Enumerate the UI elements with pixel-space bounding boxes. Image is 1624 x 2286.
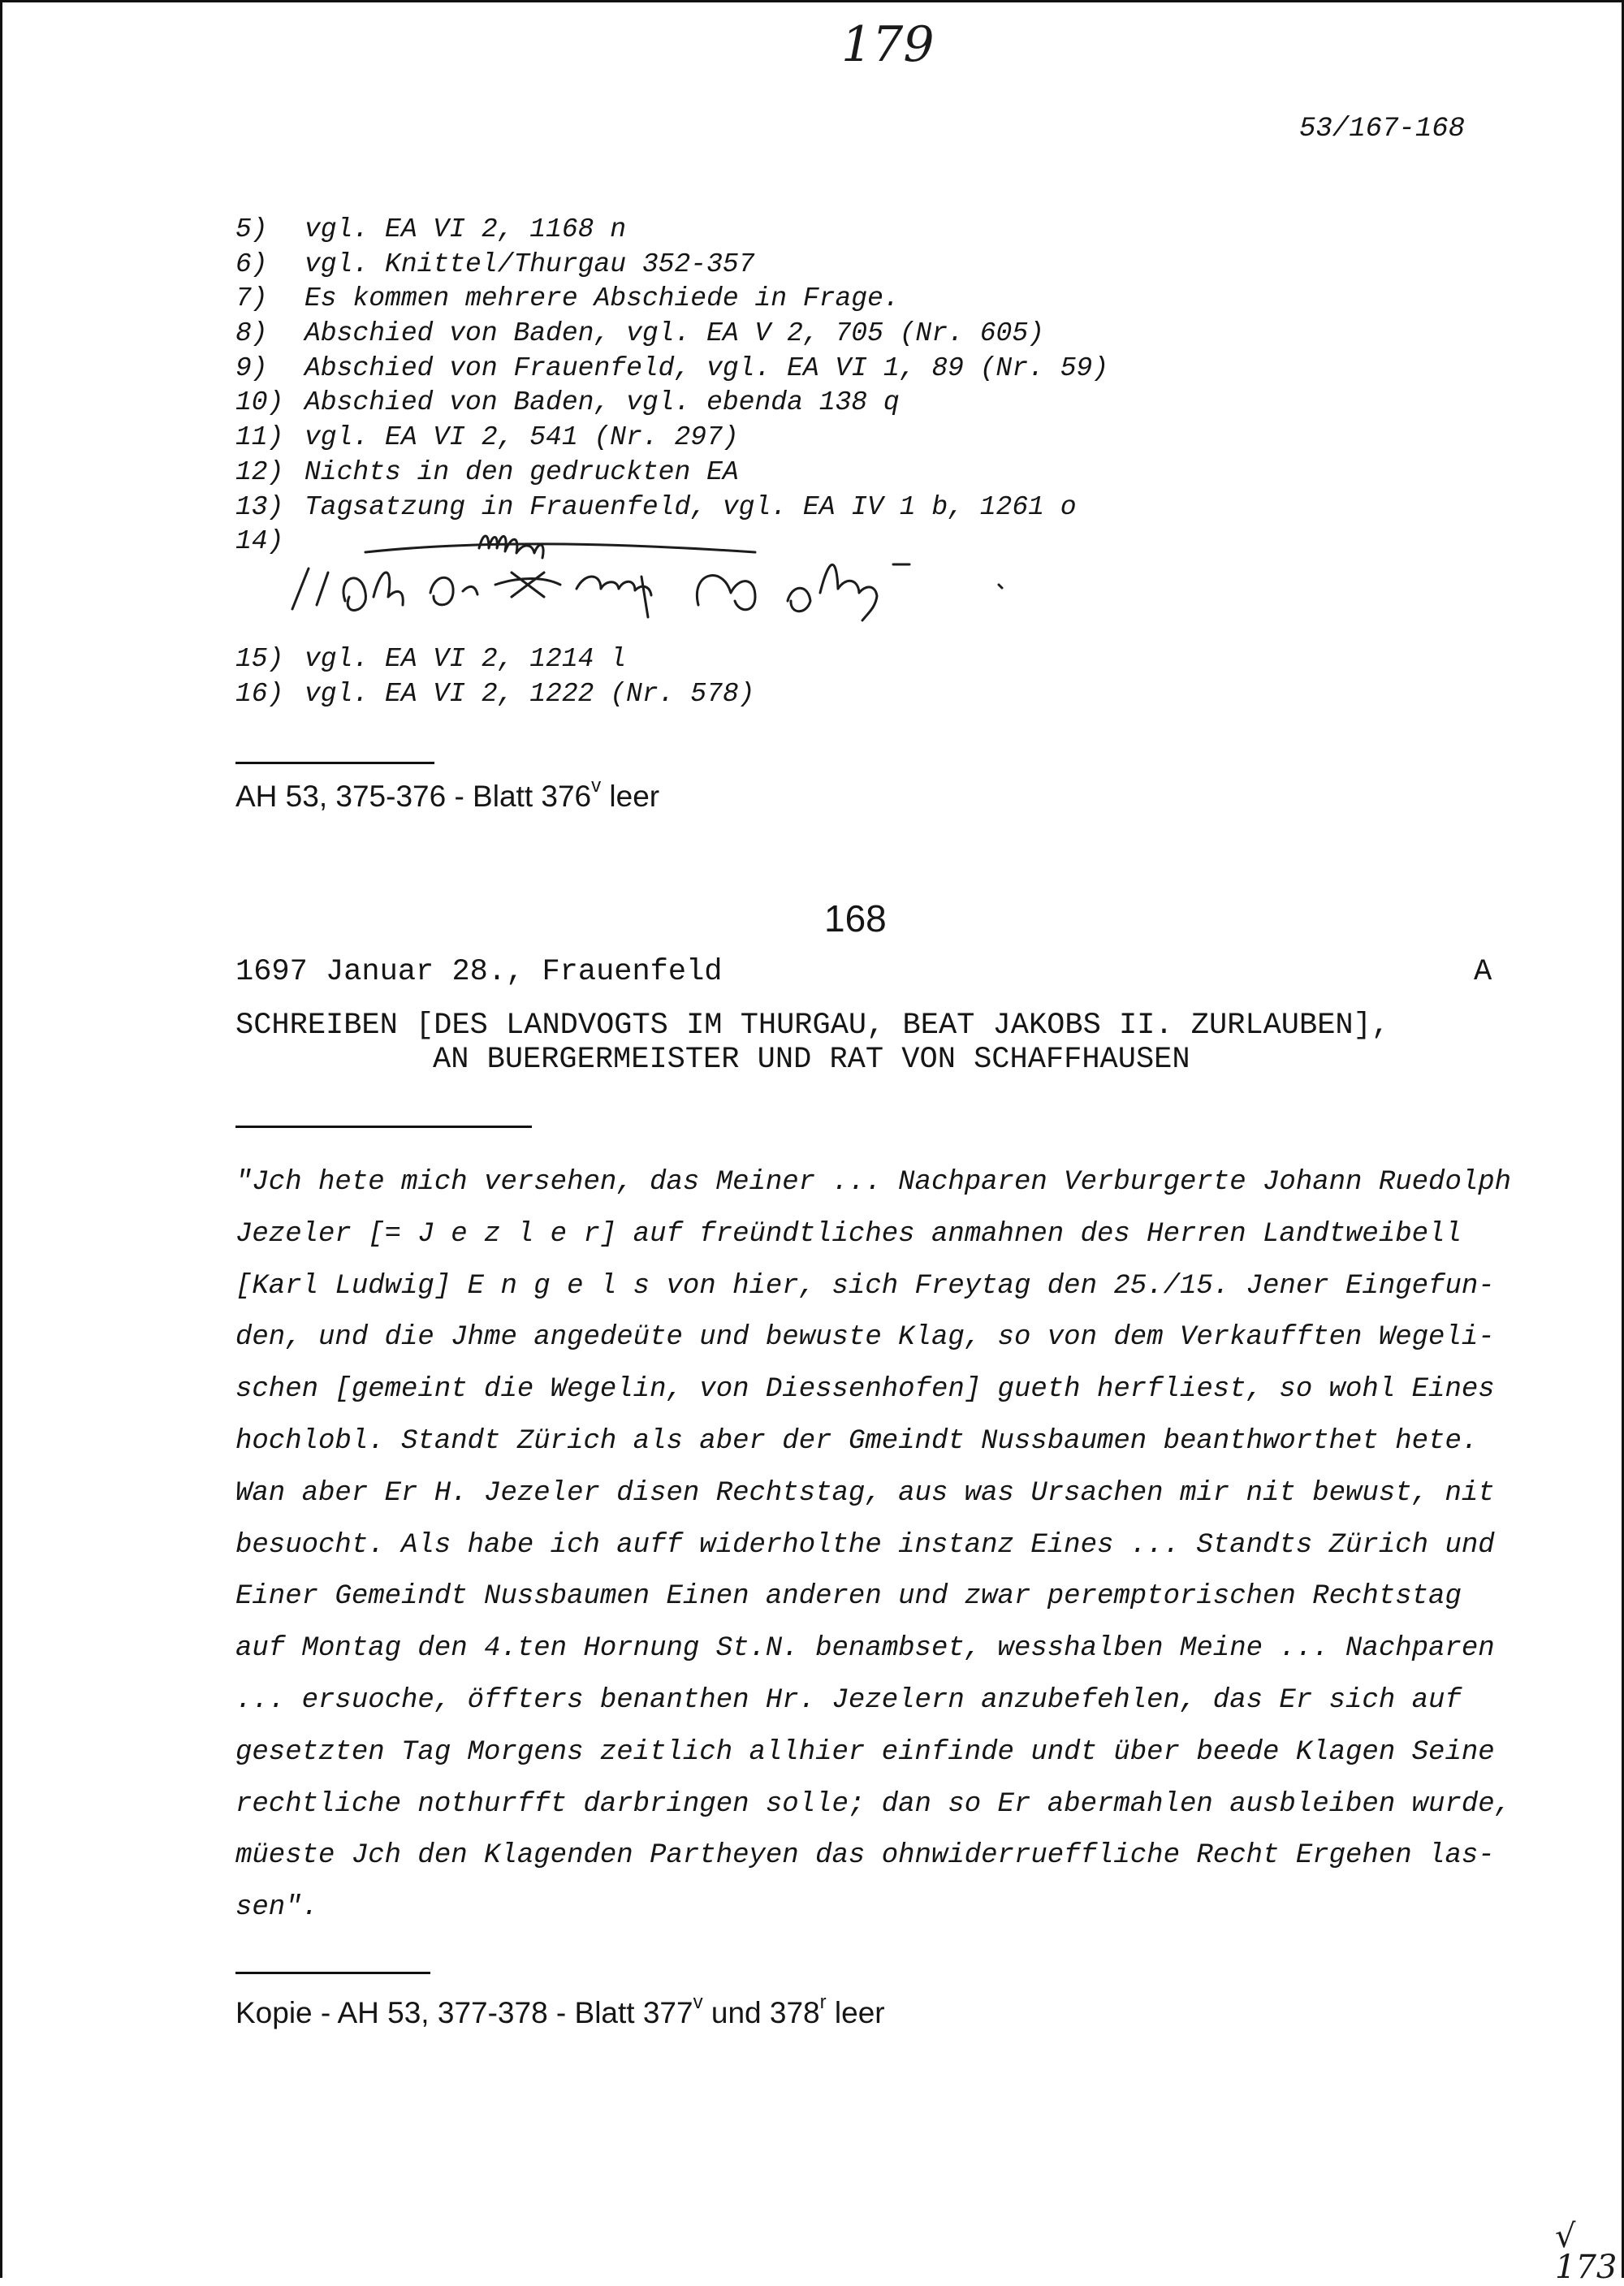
quote-line: gesetzten Tag Morgens zeitlich allhier einfinde undt über beede Klagen Seine xyxy=(235,1736,1495,1768)
divider-rule xyxy=(235,1126,532,1128)
quote-line: hochlobl. Standt Zürich als aber der Gmeindt Nussbaumen beanthworthet hete. xyxy=(235,1425,1479,1457)
quote-line: "Jch hete mich versehen, das Meiner ... Nachparen Verburgerte Johann Ruedolph xyxy=(235,1167,1512,1198)
document-title-line-2: AN BUERGERMEISTER UND RAT VON SCHAFFHAUSEN xyxy=(433,1043,1190,1077)
quoted-letter-text xyxy=(235,1157,1512,1934)
page-border-top xyxy=(0,0,1624,2)
footnote-item: 13) Tagsatzung in Frauenfeld, vgl. EA IV 1 b, 1261 o xyxy=(235,491,1077,522)
footnote-item: 7) Es kommen mehrere Abschiede in Frage. xyxy=(235,283,900,314)
quote-line: auf Montag den 4.ten Hornung St.N. benambset, wesshalben Meine ... Nachparen xyxy=(235,1633,1495,1665)
document-type-letter: A xyxy=(1474,955,1492,989)
footnote-item: 11) vgl. EA VI 2, 541 (Nr. 297) xyxy=(235,422,739,453)
footnote-item: 6) vgl. Knittel/Thurgau 352-357 xyxy=(235,248,755,279)
quote-line: den, und die Jhme angedeüte und bewuste Klag, so von dem Verkaufften Wegeli- xyxy=(235,1322,1495,1354)
footnotes-list xyxy=(235,213,1108,560)
document-dateline: 1697 Januar 28., Frauenfeld xyxy=(235,955,723,989)
handwritten-annotation-scribble xyxy=(268,528,1080,642)
quote-line: Einer Gemeindt Nussbaumen Einen anderen und zwar peremptorischen Rechtstag xyxy=(235,1581,1462,1613)
footnote-item: 16) vgl. EA VI 2, 1222 (Nr. 578) xyxy=(235,678,755,709)
footnote-item: 8) Abschied von Baden, vgl. EA V 2, 705 (Nr. 605) xyxy=(235,318,1044,349)
divider-rule xyxy=(235,1972,430,1974)
page-border-left xyxy=(0,0,2,2278)
quote-line: besuocht. Als habe ich auff widerholthe instanz Eines ... Standts Zürich und xyxy=(235,1529,1495,1561)
source-citation-168: Kopie - AH 53, 377-378 - Blatt 377$^v$ und 378$^r$ leer xyxy=(235,1991,885,2029)
footnote-item: 5) vgl. EA VI 2, 1168 n xyxy=(235,214,627,244)
handwritten-folio-number: 179 xyxy=(841,16,935,73)
footnote-item: 15) vgl. EA VI 2, 1214 l xyxy=(235,644,627,674)
quote-line: müeste Jch den Klagenden Partheyen das ohnwiderrueffliche Recht Ergehen las- xyxy=(235,1840,1495,1872)
quote-line: sen". xyxy=(235,1892,319,1924)
quote-line: Jezeler [= J e z l e r] auf freündtliches anmahnen des Herren Landtweibell xyxy=(235,1218,1462,1250)
divider-rule xyxy=(235,762,434,764)
footnote-item: 14) xyxy=(235,526,284,557)
quote-line: Wan aber Er H. Jezeler disen Rechtstag, aus was Ursachen mir nit bewust, nit xyxy=(235,1477,1495,1509)
handwritten-corner-mark: √ 173 xyxy=(1555,2218,1618,2286)
source-citation-167: AH 53, 375-376 - Blatt 376$^v$ leer xyxy=(235,775,660,813)
document-reference: 53/167-168 xyxy=(1299,114,1466,145)
quote-line: [Karl Ludwig] E n g e l s von hier, sich Freytag den 25./15. Jener Eingefun- xyxy=(235,1270,1495,1302)
quote-line: schen [gemeint die Wegelin, von Diessenhofen] gueth herfliest, so wohl Eines xyxy=(235,1374,1495,1406)
footnote-item: 9) Abschied von Frauenfeld, vgl. EA VI 1, 89 (Nr. 59) xyxy=(235,352,1109,383)
footnotes-list-continued xyxy=(235,642,755,711)
footnote-item: 10) Abschied von Baden, vgl. ebenda 138 q xyxy=(235,387,900,418)
document-number: 168 xyxy=(824,897,887,940)
quote-line: rechtliche nothurfft darbringen solle; dan so Er abermahlen ausbleiben wurde, xyxy=(235,1788,1512,1820)
quote-line: ... ersuoche, öffters benanthen Hr. Jezelern anzubefehlen, das Er sich auf xyxy=(235,1684,1462,1716)
footnote-item: 12) Nichts in den gedruckten EA xyxy=(235,456,739,487)
document-title-line-1: SCHREIBEN [DES LANDVOGTS IM THURGAU, BEAT JAKOBS II. ZURLAUBEN], xyxy=(235,1009,1390,1043)
